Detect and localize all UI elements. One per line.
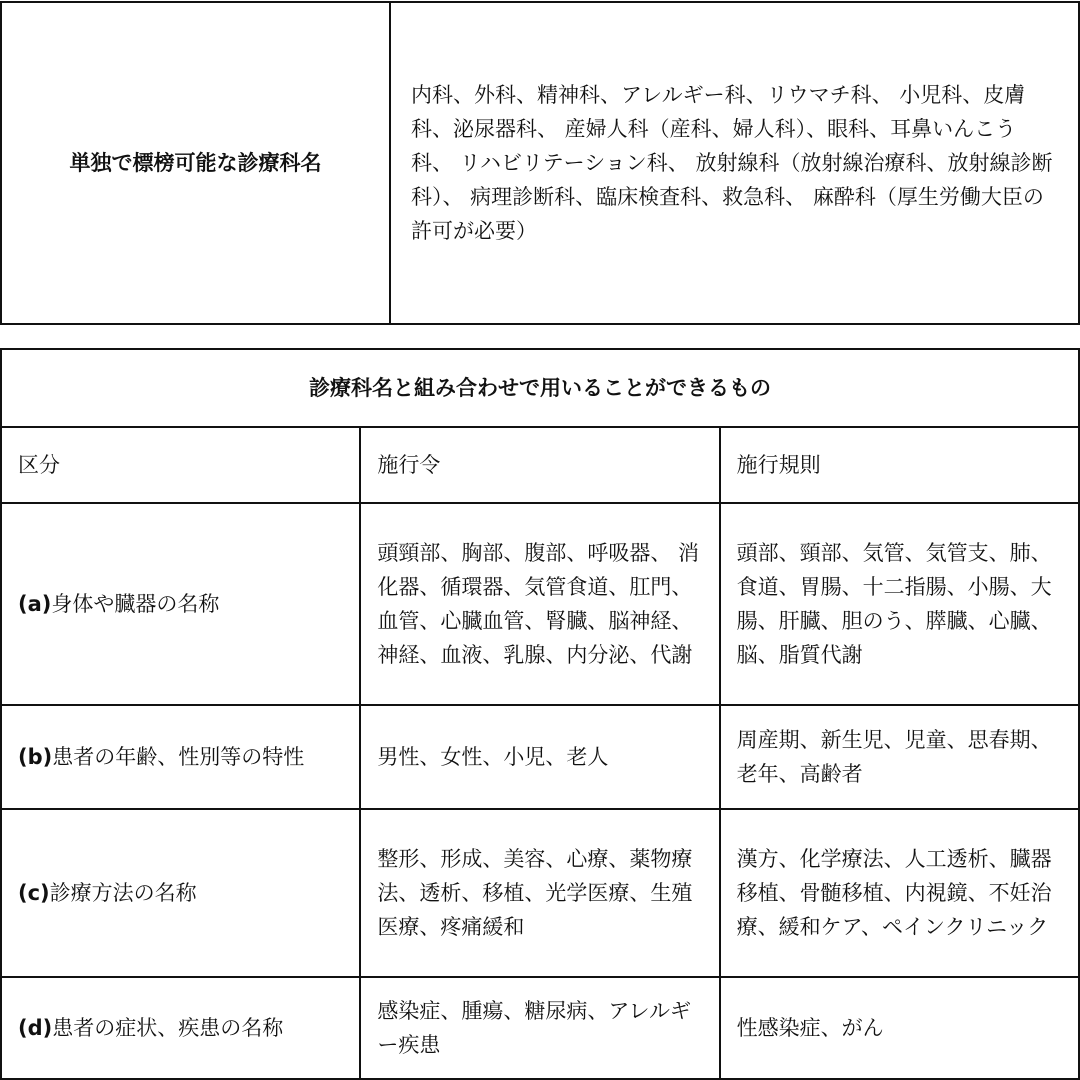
combined-table-title: 診療科名と組み合わせで用いることができるもの <box>1 349 1079 427</box>
table-row <box>1 2 1079 324</box>
table-header-row <box>1 427 1079 503</box>
row-rule-cell: 頭部、頸部、気管、気管支、肺、食道、胃腸、十二指腸、小腸、大腸、肝臓、胆のう、膵臓、心臓、脳、脂質代謝 <box>720 503 1079 705</box>
standalone-specialties-table <box>0 1 1080 325</box>
row-code: (b) <box>18 745 53 769</box>
row-rule-cell: 性感染症、がん <box>720 977 1079 1079</box>
row-label <box>1 809 360 977</box>
row-rule-cell: 漢方、化学療法、人工透析、臓器移植、骨髄移植、内視鏡、不妊治療、緩和ケア、ペインクリニック <box>720 809 1079 977</box>
header-category: 区分 <box>1 427 360 503</box>
row-label <box>1 977 360 1079</box>
row-order-cell: 感染症、腫瘍、糖尿病、アレルギー疾患 <box>360 977 719 1079</box>
standalone-label: 単独で標榜可能な診療科名 <box>1 2 390 324</box>
row-code: (d) <box>18 1016 53 1040</box>
row-label <box>1 705 360 809</box>
row-label-text: 診療方法の名称 <box>49 881 197 905</box>
row-rule-cell: 周産期、新生児、児童、思春期、老年、高齢者 <box>720 705 1079 809</box>
table-row <box>1 977 1079 1079</box>
row-code: (a) <box>18 592 52 616</box>
row-label <box>1 503 360 705</box>
combined-terms-table <box>0 348 1080 1080</box>
table-row <box>1 809 1079 977</box>
row-order-cell: 男性、女性、小児、老人 <box>360 705 719 809</box>
row-order-cell: 整形、形成、美容、心療、薬物療法、透析、移植、光学医療、生殖医療、疼痛緩和 <box>360 809 719 977</box>
row-code: (c) <box>18 881 50 905</box>
row-label-text: 身体や臓器の名称 <box>51 592 220 616</box>
table-row <box>1 705 1079 809</box>
row-label-text: 患者の症状、疾患の名称 <box>52 1016 284 1040</box>
standalone-content: 内科、外科、精神科、アレルギー科、リウマチ科、 小児科、皮膚科、泌尿器科、 産婦人科（産科、婦人科）、眼科、耳鼻いんこう科、 リハビリテーション科、 放射線科（放射線治療科、放射線診断科）、 病理診断科、臨床検査科、救急科、 麻酔科（厚生労働大臣の許可が必要） <box>390 2 1079 324</box>
table-row <box>1 503 1079 705</box>
header-rule: 施行規則 <box>720 427 1079 503</box>
row-label-text: 患者の年齢、性別等の特性 <box>52 745 305 769</box>
row-order-cell: 頭頸部、胸部、腹部、呼吸器、 消化器、循環器、気管食道、肛門、 血管、心臓血管、腎臓、脳神経、 神経、血液、乳腺、内分泌、代謝 <box>360 503 719 705</box>
table-title-row <box>1 349 1079 427</box>
header-order: 施行令 <box>360 427 719 503</box>
